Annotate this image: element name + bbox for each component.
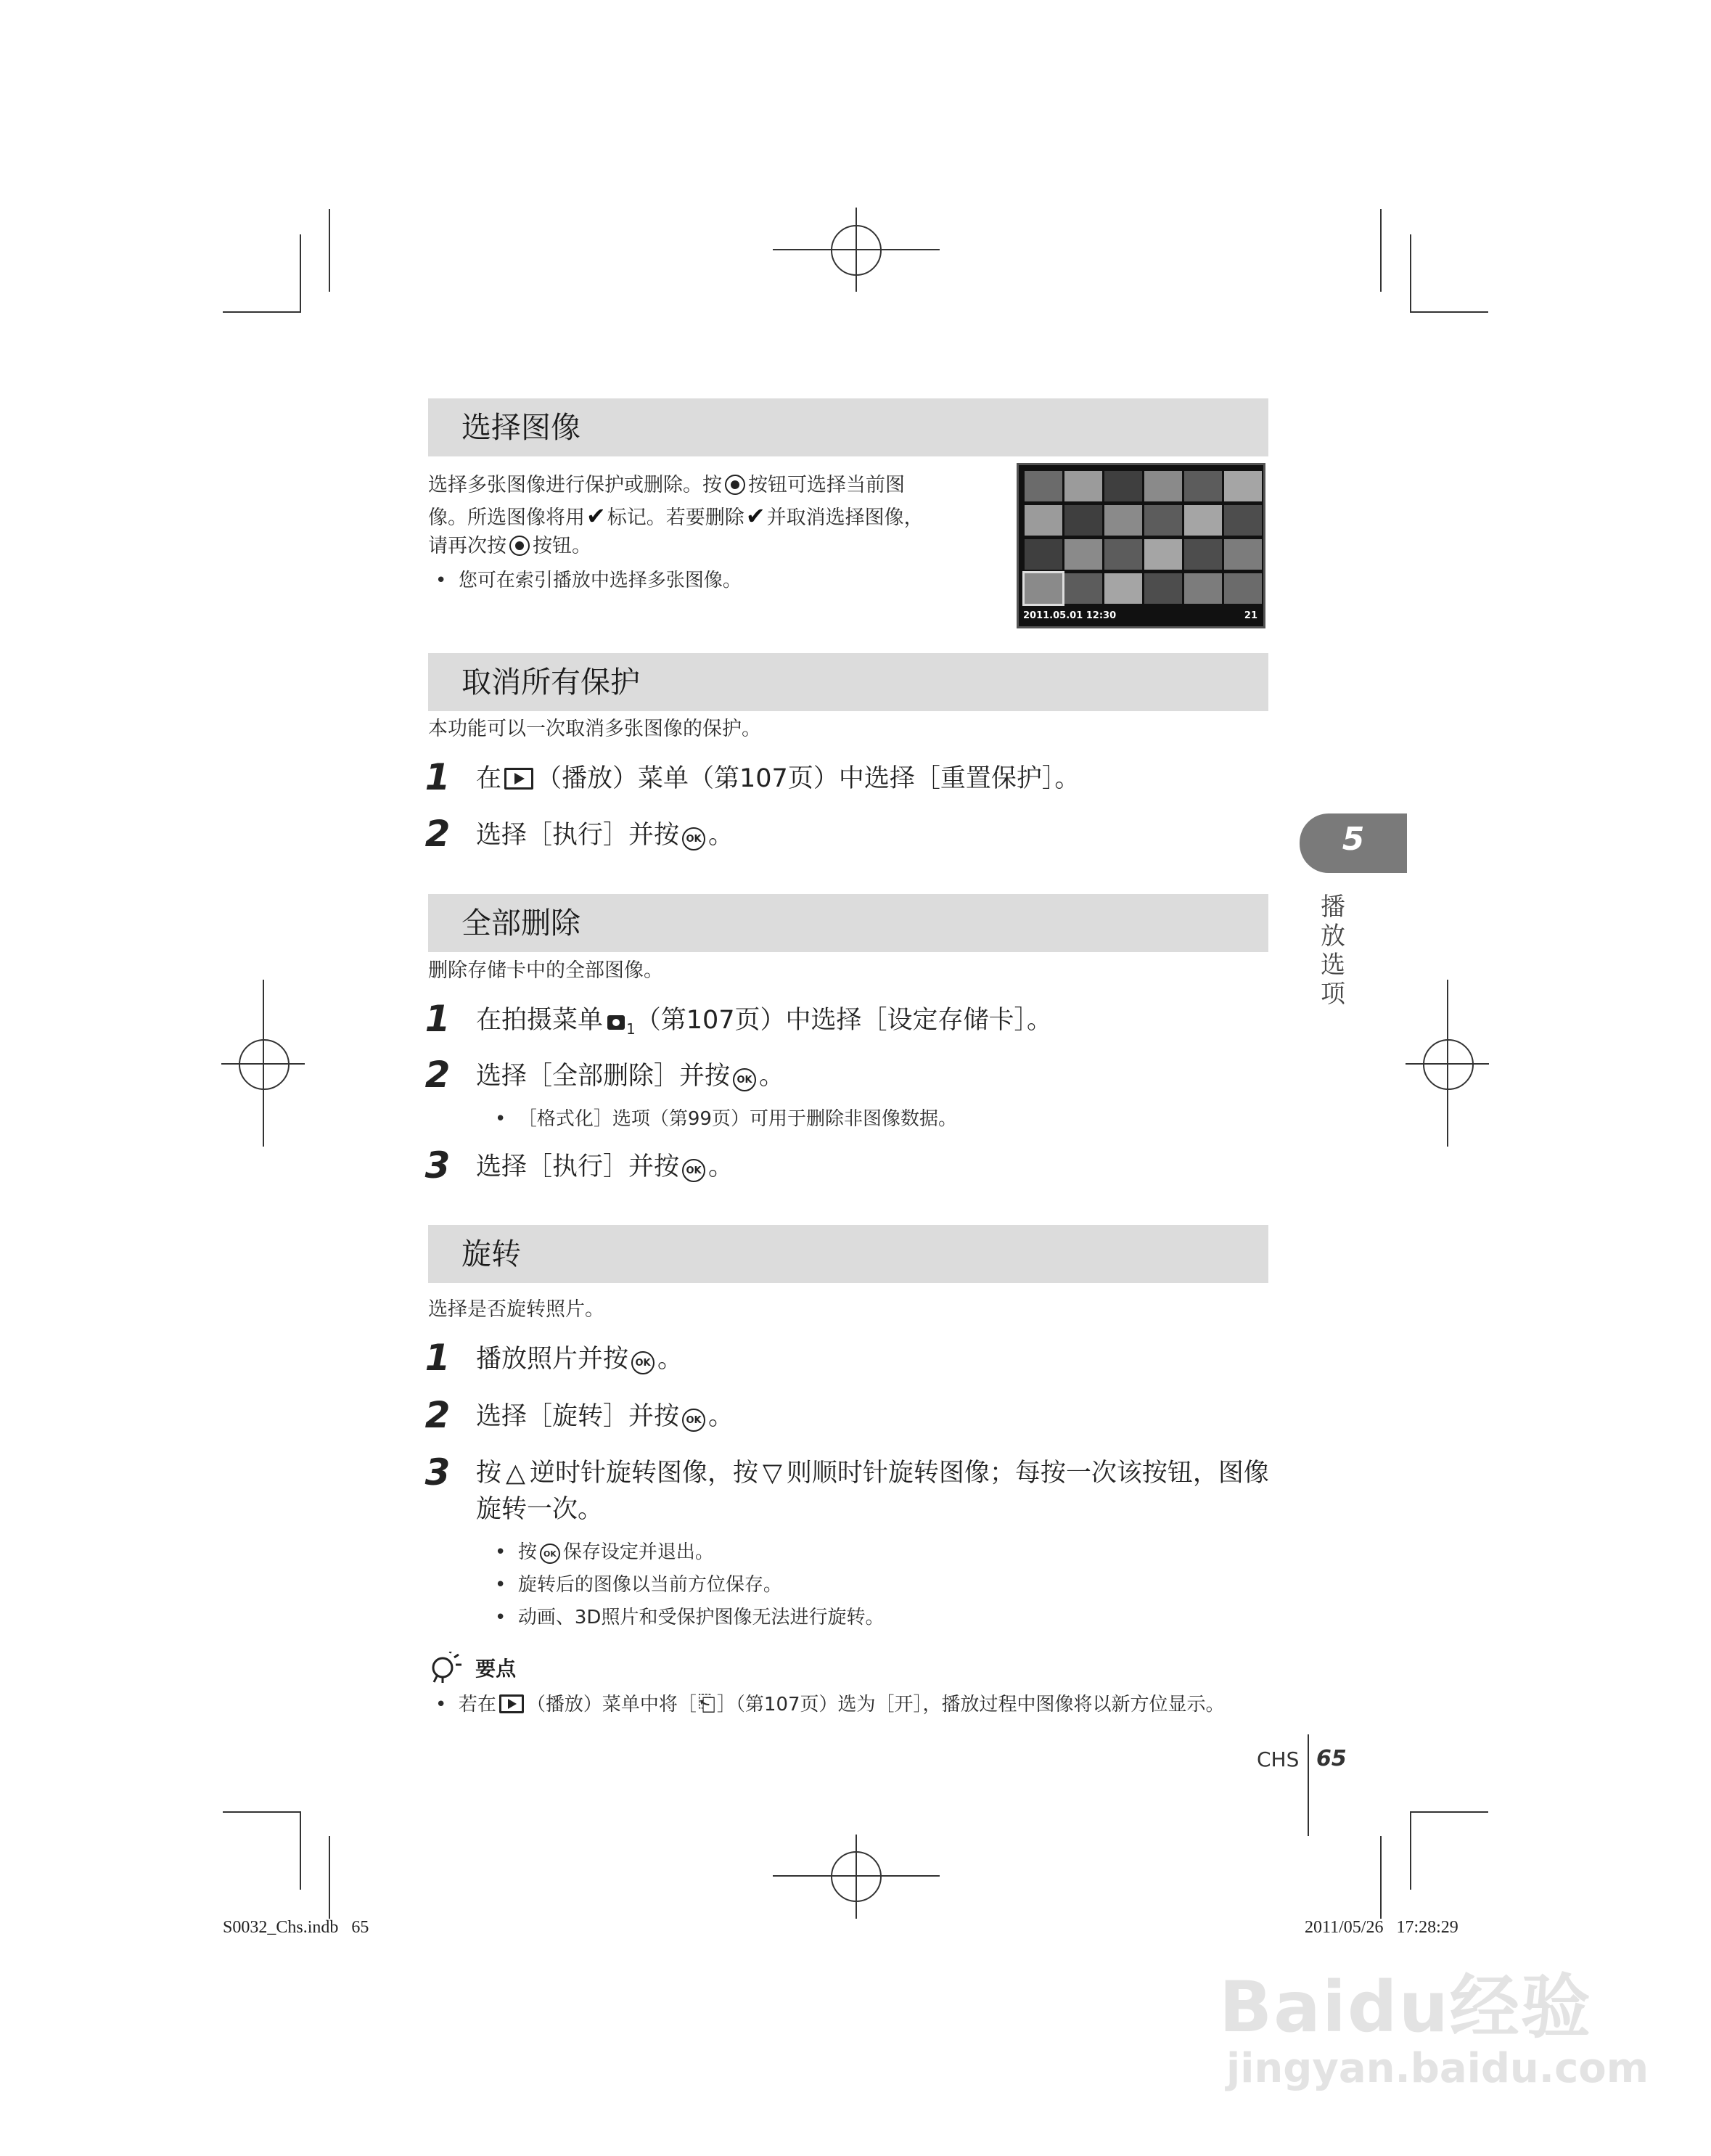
step-number: 2 <box>424 813 451 855</box>
step-number: 2 <box>424 1054 451 1096</box>
cancel-protect-step-2: 选择［执行］并按 OK 。 <box>476 821 734 850</box>
thumbnail <box>1144 471 1182 501</box>
thumbnail <box>1064 471 1102 501</box>
footer-page-number: 65 <box>1316 1746 1347 1771</box>
ok-button-icon: OK <box>631 1351 655 1374</box>
step-number: 3 <box>424 1451 451 1493</box>
section-title: 旋转 <box>461 1237 521 1271</box>
thumbnail <box>1144 505 1182 536</box>
section-header-cancel-protect <box>428 653 1268 711</box>
lightbulb-icon <box>428 1652 466 1684</box>
target-button-icon <box>509 536 530 556</box>
index-playback-screen <box>1017 463 1265 628</box>
ok-button-icon: OK <box>540 1544 560 1564</box>
thumbnail <box>1224 505 1262 536</box>
watermark-brand: Baidu经验 <box>1219 1967 1592 2048</box>
thumbnail <box>1184 539 1222 570</box>
delete-all-intro: 删除存储卡中的全部图像。 <box>428 959 663 982</box>
thumbnail <box>1064 573 1102 604</box>
watermark-url: jingyan.baidu.com <box>1226 2045 1649 2092</box>
select-image-line-2: 像。所选图像将用✔标记。若要删除✔并取消选择图像， <box>428 502 924 530</box>
ok-button-icon: OK <box>682 1159 705 1182</box>
chapter-number: 5 <box>1342 821 1365 858</box>
thumbnail <box>1224 573 1262 604</box>
footer-timestamp: 2011/05/26 17:28:29 <box>1305 1918 1458 1937</box>
section-title: 取消所有保护 <box>461 665 640 700</box>
rotate-step-1: 播放照片并按 OK 。 <box>476 1345 684 1374</box>
tip-text: • 若在 （播放）菜单中将［⎗］（第107页）选为［开］，播放过程中图像将以新方位显示。 <box>435 1689 1225 1719</box>
delete-all-step-3: 选择［执行］并按 OK 。 <box>476 1152 734 1181</box>
cancel-protect-intro: 本功能可以一次取消多张图像的保护。 <box>428 718 761 740</box>
rotate-icon: ⎗ <box>697 1691 715 1716</box>
thumbnail <box>1224 539 1262 570</box>
footer-lang: CHS <box>1257 1747 1300 1771</box>
section-header-select-image <box>428 398 1268 456</box>
thumbnail <box>1224 471 1262 501</box>
section-header-delete-all <box>428 894 1268 952</box>
thumbnail <box>1184 471 1222 501</box>
rotate-bullet-2: • 旋转后的图像以当前方位保存。 <box>495 1574 782 1596</box>
cancel-protect-step-1: 在 （播放）菜单（第107页）中选择［重置保护］。 <box>476 764 1080 793</box>
rotate-bullet-3: • 动画、3D照片和受保护图像无法进行旋转。 <box>495 1607 885 1628</box>
delete-all-step-1: 在拍摄菜单 $_1$（第107页）中选择［设定存储卡］。 <box>476 1006 1053 1038</box>
ok-button-icon: OK <box>682 827 705 850</box>
screen-count: 21 <box>1244 610 1257 621</box>
step-number: 1 <box>424 998 451 1040</box>
step-number: 3 <box>424 1144 451 1186</box>
select-image-bullet: • 您可在索引播放中选择多张图像。 <box>435 570 742 591</box>
step-number: 1 <box>424 1337 451 1379</box>
rotate-step-3: 按 △ 逆时针旋转图像，按 ▽ 则顺时针旋转图像；每按一次该按钮，图像旋转一次。 <box>476 1459 1269 1524</box>
thumbnail <box>1184 505 1222 536</box>
thumbnail <box>1104 505 1142 536</box>
thumbnail <box>1104 471 1142 501</box>
target-button-icon <box>725 475 745 495</box>
thumbnail <box>1064 505 1102 536</box>
section-title: 全部删除 <box>461 906 580 940</box>
chapter-tab <box>1300 813 1407 873</box>
rotate-step-2: 选择［旋转］并按 OK 。 <box>476 1402 734 1431</box>
step-number: 2 <box>424 1394 451 1436</box>
section-header-rotate <box>428 1225 1268 1283</box>
ok-button-icon: OK <box>733 1068 756 1091</box>
delete-all-step-2-bullet: • ［格式化］选项（第99页）可用于删除非图像数据。 <box>495 1108 957 1130</box>
step-number: 1 <box>424 756 451 798</box>
check-mark-icon: ✔ <box>586 502 606 530</box>
tip-heading: 要点 <box>428 1652 516 1684</box>
thumbnail <box>1064 539 1102 570</box>
play-icon <box>499 1694 524 1713</box>
rotate-bullet-1: • 按 OK 保存设定并退出。 <box>495 1541 714 1563</box>
thumbnail <box>1025 471 1062 501</box>
delete-all-step-2: 选择［全部删除］并按 OK 。 <box>476 1062 785 1091</box>
check-mark-icon: ✔ <box>745 502 766 530</box>
thumbnail <box>1025 505 1062 536</box>
chapter-label: 播放选项 <box>1321 893 1345 1009</box>
select-image-line-3: 请再次按 按钮。 <box>428 535 591 557</box>
thumbnail <box>1184 573 1222 604</box>
thumbnail <box>1025 573 1062 604</box>
triangle-up-icon: △ <box>506 1459 525 1488</box>
thumbnail <box>1144 539 1182 570</box>
thumbnail <box>1144 573 1182 604</box>
select-image-line-1: 选择多张图像进行保护或删除。按 按钮可选择当前图 <box>428 474 905 496</box>
screen-date: 2011.05.01 12:30 <box>1023 610 1117 621</box>
triangle-down-icon: ▽ <box>762 1459 782 1488</box>
ok-button-icon: OK <box>682 1409 705 1432</box>
thumbnail <box>1025 539 1062 570</box>
play-icon <box>504 768 533 790</box>
section-title: 选择图像 <box>461 410 580 445</box>
thumbnail <box>1104 539 1142 570</box>
thumbnail <box>1104 573 1142 604</box>
rotate-intro: 选择是否旋转照片。 <box>428 1298 604 1321</box>
footer-file: S0032_Chs.indb 65 <box>223 1918 369 1937</box>
camera-icon <box>607 1015 625 1030</box>
